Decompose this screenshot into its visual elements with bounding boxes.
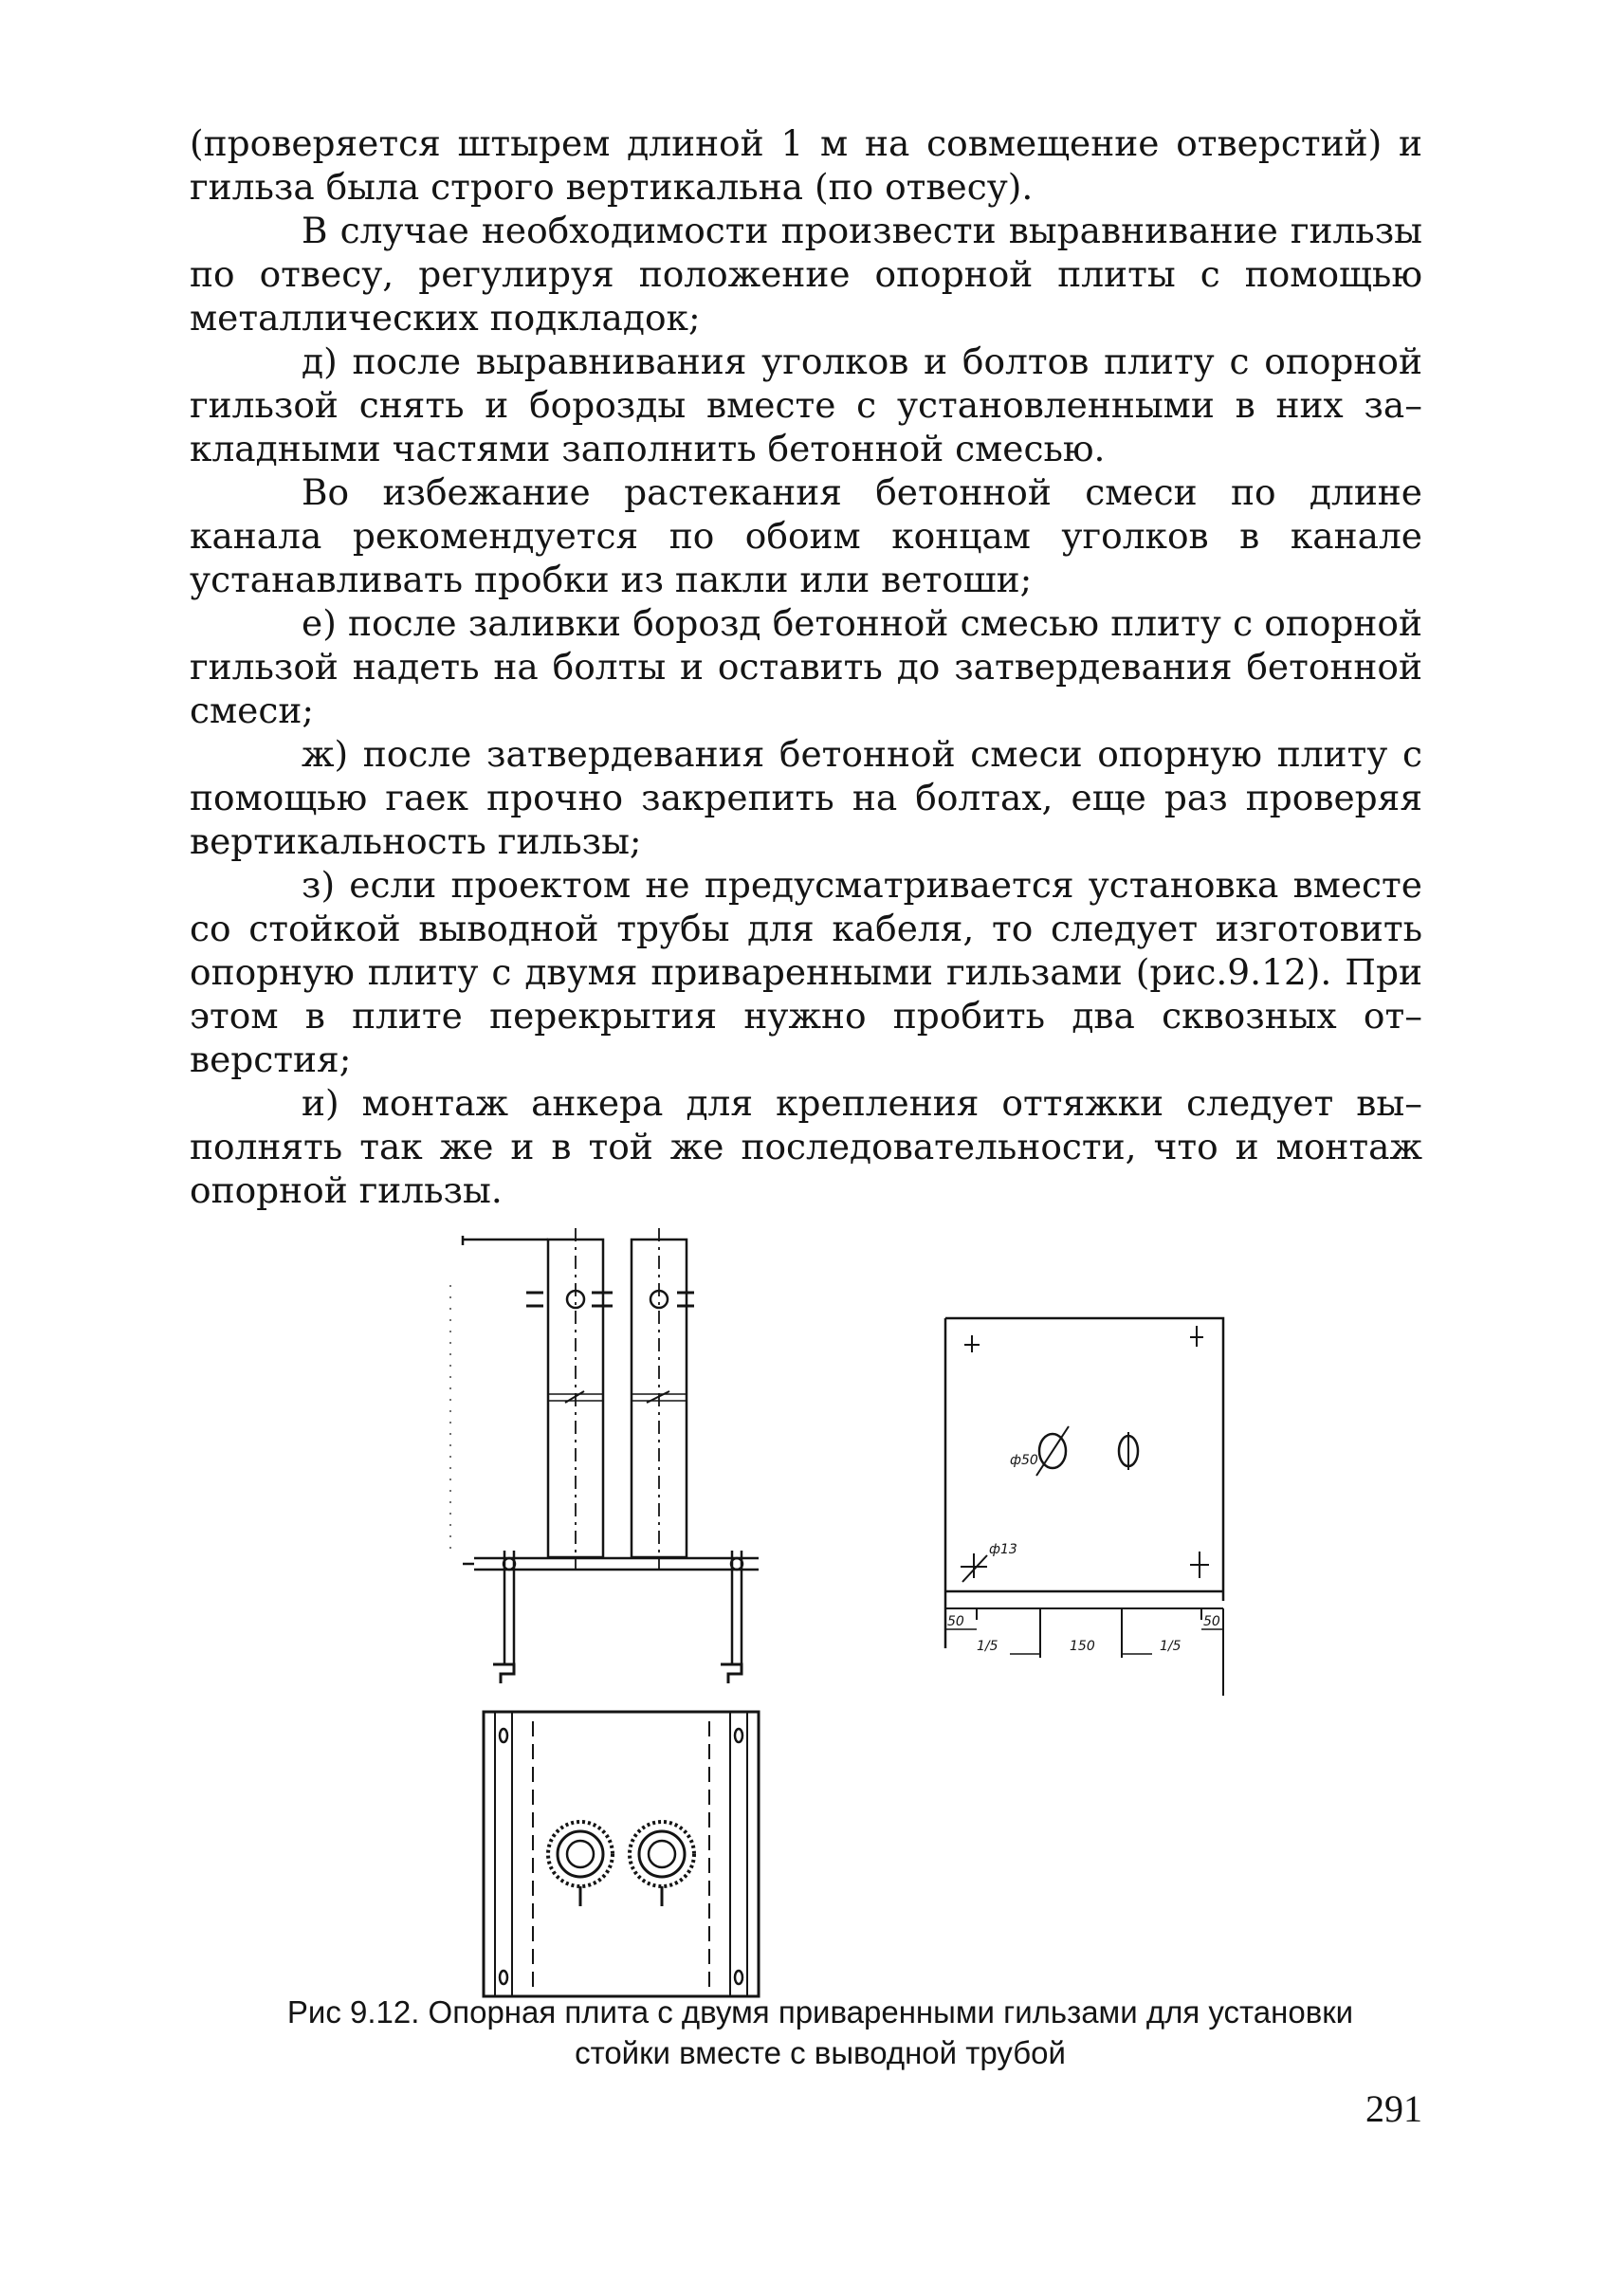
dim-span-right: 1/5 [1160, 1639, 1182, 1654]
paragraph: е) после заливки борозд бетонной смесью плиту с опорной гильзой надеть на болты и оставить до затвердевания бетонной смеси; [190, 602, 1422, 731]
paragraph: В случае необходимости произвести выравнивание гильзы по отвесу, регулируя положение опорной плиты с помощью металлических подкладок; [190, 210, 1422, 339]
dim-span-left: 1/5 [977, 1639, 998, 1654]
sleeve-assembly-drawing [446, 1228, 806, 2015]
figure-caption [204, 1992, 1437, 2073]
plate-outline [945, 1318, 1223, 1648]
paragraph: Во избежание растекания бетонной смеси по длине канала рекомендуется по обоим концам уголков в канале устанавливать пробки из пакли или ветоши; [190, 471, 1422, 600]
caption-line: стойки вместе с выводной трубой [575, 2035, 1066, 2070]
dim-hole-diameter: ф50 [1010, 1453, 1038, 1468]
dim-edge-right: 50 [1203, 1614, 1220, 1629]
paragraph: д) после выравнивания уголков и болтов плиту с опорной гильзой снять и борозды вместе с установленными в них за– кладными частями заполнить бетонной смесью. [190, 340, 1422, 469]
paragraph: (проверяется штырем длиной 1 м на совмещение отверстий) и гильза была строго вертикальна (по отвесу). [190, 122, 1422, 208]
dim-span-middle: 150 [1070, 1639, 1095, 1654]
dim-edge-left: 50 [947, 1614, 964, 1629]
paragraph: и) монтаж анкера для крепления оттяжки следует вы– полнять так же и в той же последовательности, что и монтаж опорной гильзы. [190, 1082, 1422, 1211]
sleeve-holes [1036, 1426, 1138, 1476]
plate-plan-drawing [934, 1307, 1237, 1705]
page-number: 291 [1365, 2087, 1422, 2130]
dim-bolt-hole: ф13 [989, 1542, 1017, 1557]
paragraph: ж) после затвердевания бетонной смеси опорную плиту с помощью гаек прочно закрепить на болтах, еще раз проверяя вертикальность гильзы; [190, 733, 1422, 862]
body-text [190, 121, 1422, 1212]
elevation-view [450, 1228, 759, 1683]
paragraph: з) если проектом не предусматривается установка вместе со стойкой выводной трубы для кабеля, то следует изготовить опорную плиту с двумя приваренными гильзами (рис.9.12). При этом в плите перекрытия нужно пробить два сквозных от– верстия; [190, 864, 1422, 1080]
plan-view [484, 1712, 759, 1996]
caption-line: Рис 9.12. Опорная плита с двумя приваренными гильзами для установки [286, 1994, 1354, 2030]
